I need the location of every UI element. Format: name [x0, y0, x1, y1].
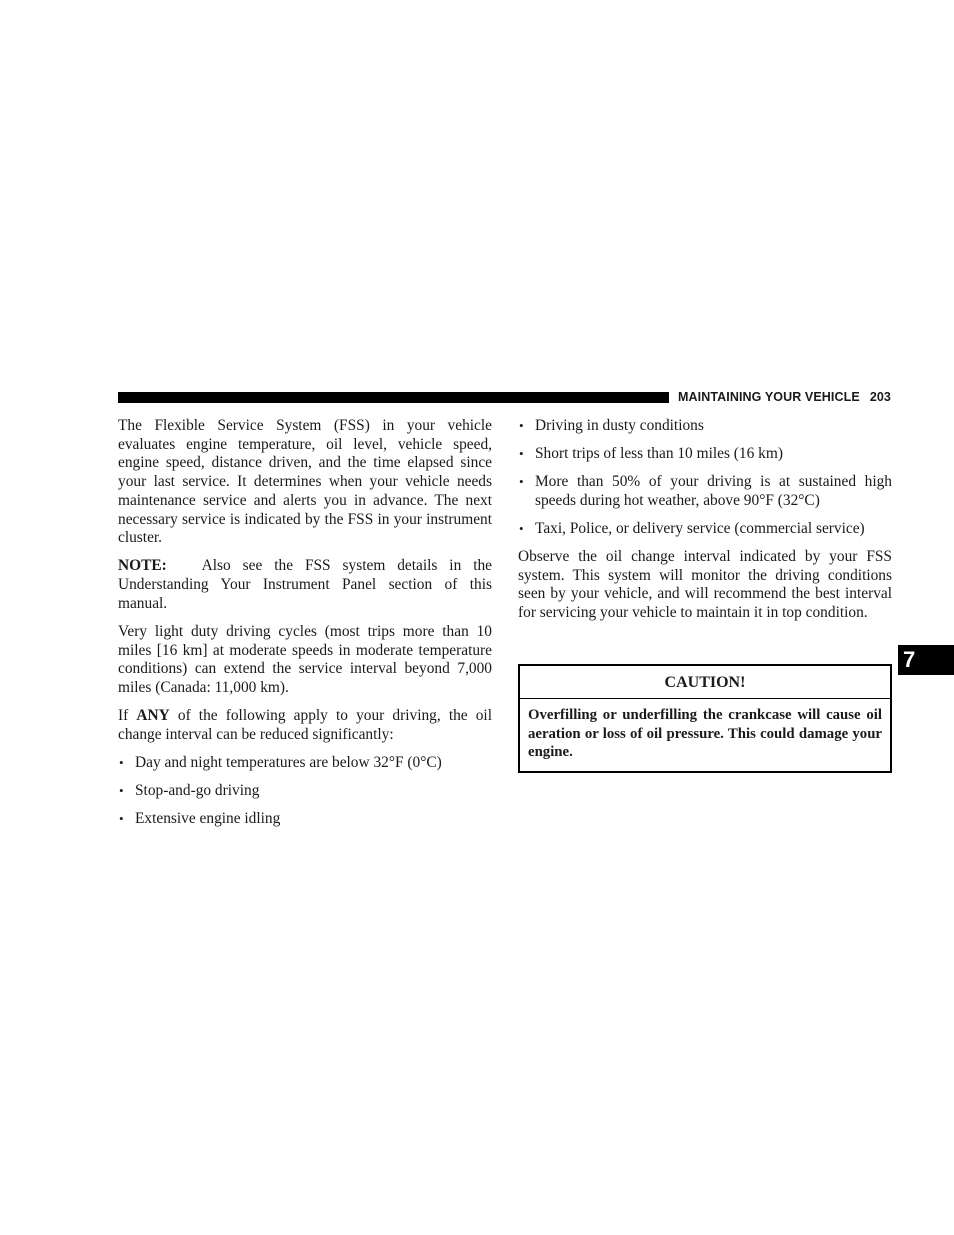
caution-title: CAUTION!: [520, 666, 890, 699]
list-item-text: More than 50% of your driving is at sustained high speeds during hot weather, above 90°F (32°C): [535, 473, 892, 509]
section-title: MAINTAINING YOUR VEHICLE: [678, 390, 860, 404]
bullet-icon: •: [119, 754, 124, 770]
fss-intro-paragraph: The Flexible Service System (FSS) in your vehicle evaluates engine temperature, oil level, vehicle speed, engine speed, distance driven, and the time elapsed since your last service. It determines when your vehicle needs maintenance service and alerts you in advance. The next necessary service is indicated by the FSS in your instrument cluster.: [118, 417, 492, 547]
list-item-text: Extensive engine idling: [135, 810, 281, 827]
left-column: [118, 417, 492, 838]
bullet-icon: •: [519, 474, 524, 490]
list-item-text: Short trips of less than 10 miles (16 km): [535, 445, 783, 463]
caution-box: [518, 664, 892, 773]
severe-conditions-list-left: [118, 754, 492, 829]
any-prefix: If: [118, 707, 129, 725]
bullet-icon: •: [519, 446, 524, 462]
right-column: [518, 417, 892, 632]
list-item: [518, 520, 892, 539]
list-item: [518, 417, 892, 436]
note-label: NOTE:: [118, 557, 167, 575]
bullet-icon: •: [119, 782, 124, 798]
light-duty-paragraph: Very light duty driving cycles (most trips more than 10 miles [16 km] at moderate speeds in moderate temperature conditions) can extend the service interval beyond 7,000 miles (Canada: 11,000 km).: [118, 622, 492, 696]
list-item-text: Driving in dusty conditions: [535, 417, 704, 434]
list-item: [518, 473, 892, 510]
list-item-text: Day and night temperatures are below 32°F (0°C): [135, 753, 442, 771]
page-number: 203: [869, 390, 891, 404]
list-item: [118, 782, 492, 801]
running-header: [678, 390, 891, 404]
list-item-text: Stop-and-go driving: [135, 781, 260, 799]
list-item-text: Taxi, Police, or delivery service (commercial service): [535, 519, 865, 537]
severe-conditions-list-right: [518, 417, 892, 539]
observe-interval-paragraph: Observe the oil change interval indicated by your FSS system. This system will monitor the driving conditions seen by your vehicle, and will recommend the best interval for servicing your vehicle to maintain it in top condition.: [518, 548, 892, 622]
bullet-icon: •: [119, 811, 124, 826]
note-paragraph: [118, 557, 492, 613]
list-item: [518, 445, 892, 464]
bullet-icon: •: [519, 520, 524, 536]
list-item: [118, 754, 492, 773]
note-text: Also see the FSS system details in the Understanding Your Instrument Panel section of this manual.: [118, 557, 492, 612]
any-emphasis: ANY: [136, 707, 170, 725]
list-item: [118, 810, 492, 829]
header-rule: [118, 392, 669, 403]
any-conditions-paragraph: [118, 707, 492, 744]
caution-body: Overfilling or underfilling the crankcase will cause oil aeration or loss of oil pressure. This could damage your engine.: [528, 707, 882, 761]
chapter-number: 7: [903, 647, 916, 672]
any-suffix: of the following apply to your driving, the oil change interval can be reduced significantly:: [118, 707, 492, 743]
bullet-icon: •: [519, 418, 524, 433]
chapter-tab: [898, 645, 954, 675]
